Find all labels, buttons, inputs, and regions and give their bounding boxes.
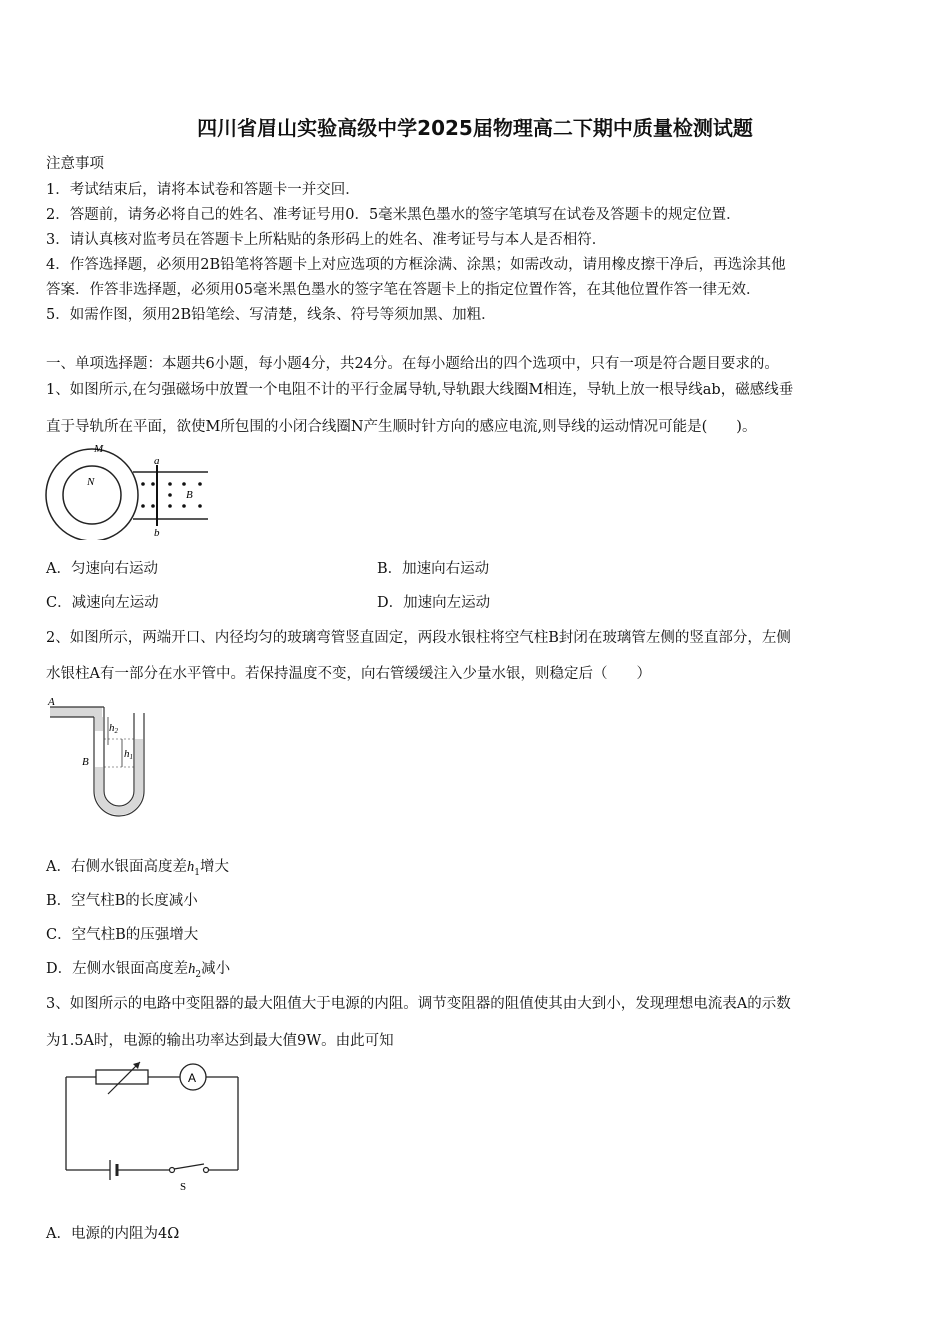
q1-option-a: A．匀速向右运动 [46,561,158,577]
mercury-a-horizontal [50,707,102,717]
label-h2: h2 [109,722,118,735]
figure-u-tube [42,695,162,825]
question-2-line-1: 2、如图所示，两端开口、内径均匀的玻璃弯管竖直固定，两段水银柱将空气柱B封闭在玻璃管左侧的竖直部分，左侧 [46,630,791,646]
label-n: N [87,476,95,488]
ammeter-label: A [188,1071,197,1085]
figure-circuit [60,1060,245,1195]
figure-coil-rails [40,440,215,540]
q2-option-c: C．空气柱B的压强增大 [46,927,199,943]
label-a: A [48,696,55,708]
q1-option-b: B．加速向右运动 [377,561,490,577]
notice-item: 1．考试结束后，请将本试卷和答题卡一并交回． [46,182,360,198]
notice-item: 5．如需作图，须用2B铅笔绘、写清楚，线条、符号等须加黑、加粗． [46,307,496,323]
coil-n [63,466,121,524]
switch-s [174,1164,204,1169]
label-a: a [154,455,160,467]
label-m: M [94,443,104,455]
rheostat [96,1070,148,1084]
question-2-line-2: 水银柱A有一部分在水平管中。若保持温度不变，向右管缓缓注入少量水银，则稳定后（ ） [46,666,651,682]
question-3-line-2: 为1.5A时，电源的输出功率达到最大值9W。由此可知 [46,1033,394,1049]
question-3-line-1: 3、如图所示的电路中变阻器的最大阻值大于电源的内阻。调节变阻器的阻值使其由大到小，发现理想电流表A的示数 [46,996,791,1012]
question-1-line-1: 1、如图所示,在匀强磁场中放置一个电阻不计的平行金属导轨,导轨跟大线圈M相连，导轨上放一根导线ab，磁感线垂 [46,382,794,398]
q2-option-d: D．左侧水银面高度差$h_2$减小 [46,961,231,980]
question-1-line-2: 直于导轨所在平面，欲使M所包围的小闭合线圈N产生顺时针方向的感应电流,则导线的运动情况可能是( )。 [46,419,757,435]
coil-m-outer [46,449,138,540]
q1-option-d: D．加速向左运动 [377,595,491,611]
label-b: b [154,527,160,539]
section-heading: 一、单项选择题：本题共6小题，每小题4分，共24分。在每小题给出的四个选项中，只有一项是符合题目要求的。 [46,356,779,372]
mercury-u-bottom [95,739,143,815]
notice-item: 4．作答选择题，必须用2B铅笔将答题卡上对应选项的方框涂满、涂黑；如需改动，请用橡皮擦干净后，再选涂其他 [46,257,786,273]
q2-option-b: B．空气柱B的长度减小 [46,893,198,909]
notice-item: 3．请认真核对监考员在答题卡上所粘贴的条形码上的姓名、准考证号与本人是否相符． [46,232,607,248]
label-h1: h1 [124,748,133,761]
notice-item: 2．答题前，请务必将自己的姓名、准考证号用0．5毫米黑色墨水的签字笔填写在试卷及答题卡的规定位置． [46,207,741,223]
label-b: B [82,756,89,768]
q1-option-c: C．减速向左运动 [46,595,159,611]
q3-option-a: A．电源的内阻为4Ω [46,1226,180,1242]
notice-item: 答案．作答非选择题，必须用05毫米黑色墨水的签字笔在答题卡上的指定位置作答，在其他位置作答一律无效． [46,282,761,298]
notice-heading: 注意事项 [46,156,104,172]
switch-label: S [180,1181,187,1193]
mercury-a-vertical [95,717,103,731]
q2-option-a: A．右侧水银面高度差$h_1$增大 [46,859,229,878]
page-title: 四川省眉山实验高级中学2025届物理高二下期中质量检测试题 [197,116,753,140]
label-field-b: B [186,489,193,501]
